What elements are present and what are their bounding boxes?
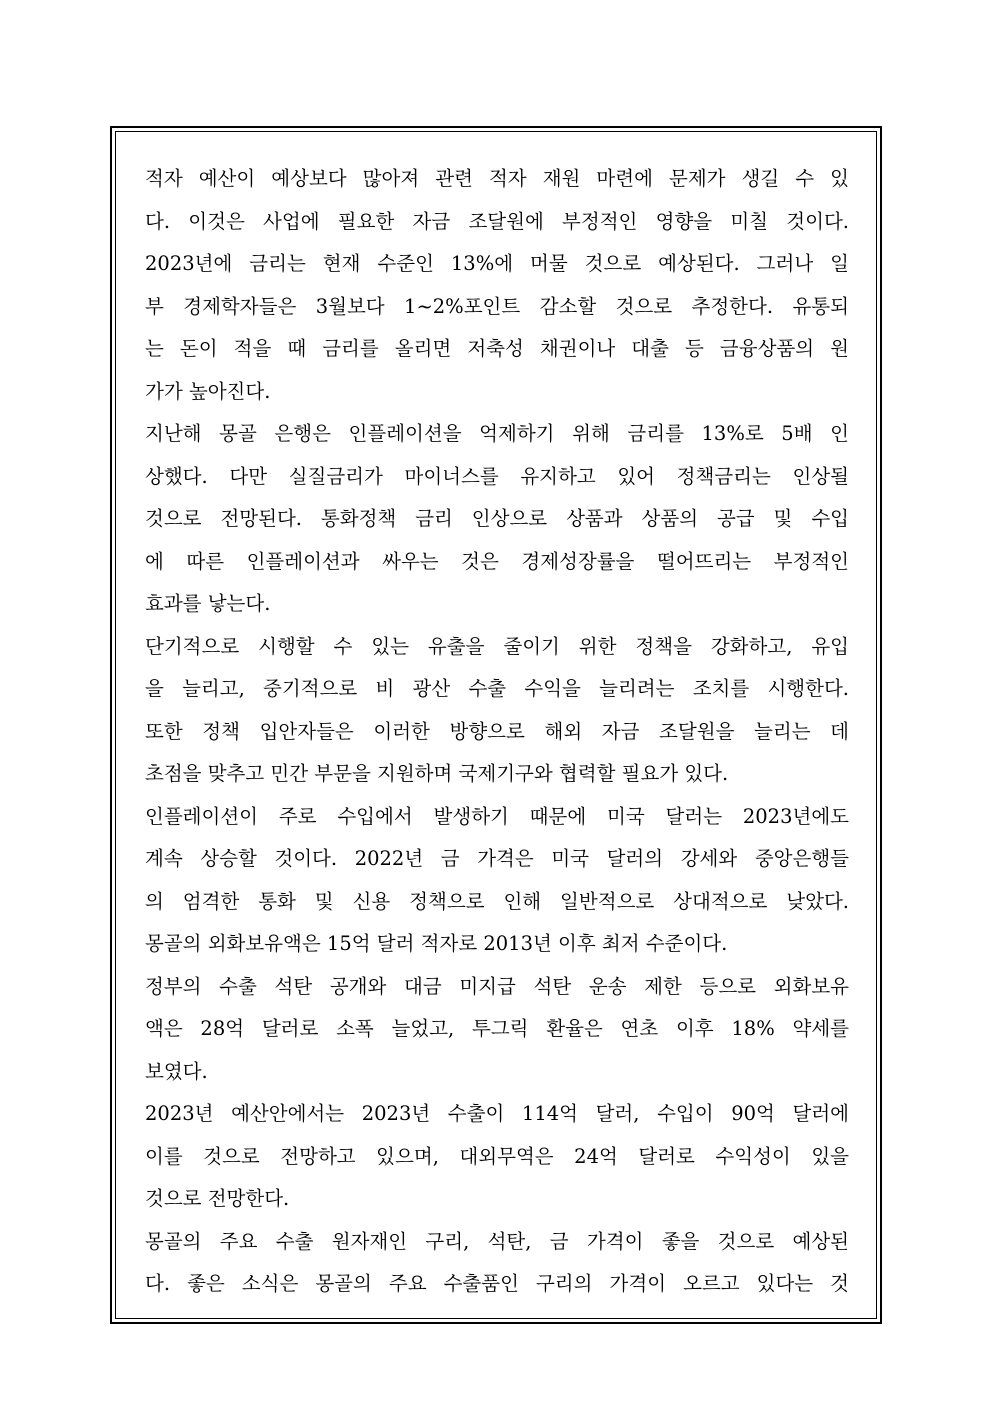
text-line: 것으로 전망한다. bbox=[145, 1187, 290, 1210]
text-line: 단기적으로 시행할 수 있는 유출을 줄이기 위한 정책을 강화하고, 유입 bbox=[145, 634, 849, 658]
text-line: 에 따른 인플레이션과 싸우는 것은 경제성장률을 떨어뜨리는 부정적인 bbox=[145, 549, 849, 573]
text-line: 또한 정책 입안자들은 이러한 방향으로 해외 자금 조달원을 늘리는 데 bbox=[145, 719, 849, 743]
text-line: 계속 상승할 것이다. 2022년 금 가격은 미국 달러의 강세와 중앙은행들 bbox=[145, 847, 849, 870]
text-line: 을 늘리고, 중기적으로 비 광산 수출 수익을 늘리려는 조치를 시행한다. bbox=[145, 677, 849, 700]
text-line: 정부의 수출 석탄 공개와 대금 미지급 석탄 운송 제한 등으로 외화보유 bbox=[145, 974, 849, 998]
text-line: 초점을 맞추고 민간 부문을 지원하며 국제기구와 협력할 필요가 있다. bbox=[145, 762, 729, 785]
text-line: 다. 이것은 사업에 필요한 자금 조달원에 부정적인 영향을 미칠 것이다. bbox=[145, 209, 849, 233]
text-line: 다. 좋은 소식은 몽골의 주요 수출품인 구리의 가격이 오르고 있다는 것 bbox=[145, 1272, 849, 1295]
text-line: 부 경제학자들은 3월보다 1~2%포인트 감소할 것으로 추정한다. 유통되 bbox=[145, 294, 849, 318]
text-line: 보였다. bbox=[145, 1059, 208, 1083]
text-line: 2023년에 금리는 현재 수준인 13%에 머물 것으로 예상된다. 그러나 일 bbox=[145, 252, 849, 275]
document-body bbox=[145, 158, 849, 1306]
text-line: 몽골의 외화보유액은 15억 달러 적자로 2013년 이후 최저 수준이다. bbox=[145, 932, 728, 955]
text-line: 효과를 낳는다. bbox=[145, 592, 271, 615]
text-line: 인플레이션이 주로 수입에서 발생하기 때문에 미국 달러는 2023년에도 bbox=[145, 804, 849, 828]
text-line: 것으로 전망된다. 통화정책 금리 인상으로 상품과 상품의 공급 및 수입 bbox=[145, 507, 849, 530]
text-line: 가가 높아진다. bbox=[145, 379, 271, 403]
text-line: 지난해 몽골 은행은 인플레이션을 억제하기 위해 금리를 13%로 5배 인 bbox=[145, 422, 849, 445]
text-line: 몽골의 주요 수출 원자재인 구리, 석탄, 금 가격이 좋을 것으로 예상된 bbox=[145, 1229, 849, 1253]
text-line: 상했다. 다만 실질금리가 마이너스를 유지하고 있어 정책금리는 인상될 bbox=[145, 464, 849, 488]
text-line: 이를 것으로 전망하고 있으며, 대외무역은 24억 달러로 수익성이 있을 bbox=[145, 1144, 849, 1168]
page-border-outer bbox=[110, 126, 882, 1324]
text-line: 2023년 예산안에서는 2023년 수출이 114억 달러, 수입이 90억 달러에 bbox=[145, 1102, 849, 1125]
text-line: 는 돈이 적을 때 금리를 올리면 저축성 채권이나 대출 등 금융상품의 원 bbox=[145, 337, 849, 360]
text-line: 액은 28억 달러로 소폭 늘었고, 투그릭 환율은 연초 이후 18% 약세를 bbox=[145, 1017, 849, 1040]
text-line: 적자 예산이 예상보다 많아져 관련 적자 재원 마련에 문제가 생길 수 있 bbox=[145, 167, 849, 190]
text-line: 의 엄격한 통화 및 신용 정책으로 인해 일반적으로 상대적으로 낮았다. bbox=[145, 889, 849, 913]
